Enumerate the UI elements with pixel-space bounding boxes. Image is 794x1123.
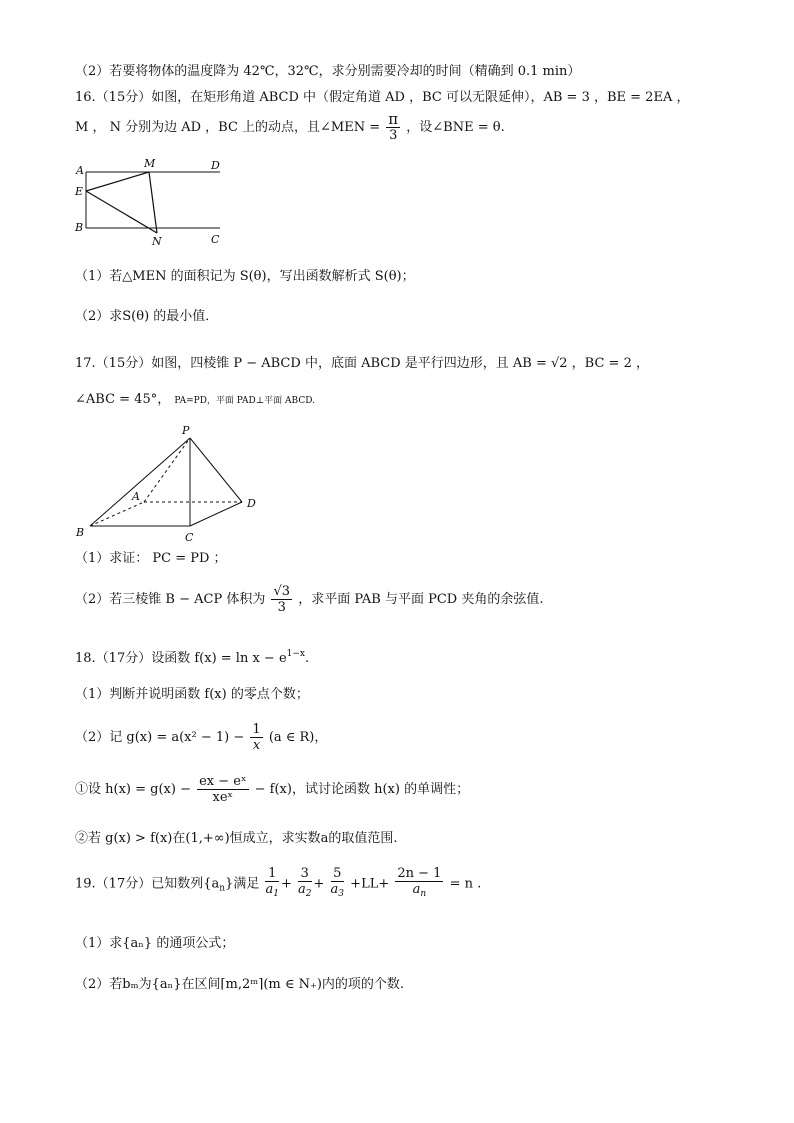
q17-label-C: C: [185, 531, 194, 544]
q18-stem: [75, 645, 309, 668]
q18-part2: [75, 722, 327, 753]
q16-angle-fraction: [386, 112, 400, 143]
q18-sub1-fraction: [197, 774, 248, 805]
q19-term1-sub: 1: [273, 889, 279, 899]
q19-part2: （2）若bₘ为{aₙ}在区间⌈m,2ᵐ⌉(m ∈ N₊)内的项的个数.: [75, 977, 405, 992]
q16-frac-den: 3: [389, 128, 398, 143]
q19-stem-a: 19.（17分）已知数列{a: [75, 876, 220, 892]
q16-stem-line1: 16.（15分）如图，在矩形角道 ABCD 中（假定角道 AD ，BC 可以无限延伸），AB = 3 ，BE = 2EA ，: [75, 90, 690, 105]
q16-figure: [68, 155, 228, 250]
q19-termn: [395, 866, 443, 902]
q19-term1-a: a: [265, 882, 274, 897]
q19-term3-sub: 3: [338, 889, 345, 899]
q17-label-B: B: [76, 526, 85, 539]
q19-term1-den: [265, 882, 279, 902]
q18-part2b: (a ∈ R)，: [268, 730, 328, 745]
q16-label-N: N: [152, 235, 162, 248]
q19-dots: +LL+: [350, 876, 390, 892]
q17-label-D: D: [247, 497, 256, 510]
q18-stem-main: 18.（17分）设函数 f(x) = ln x − e: [75, 651, 287, 666]
q16-label-E: E: [75, 185, 84, 198]
q18-c1-num: ex − eˣ: [199, 774, 247, 789]
q19-term2: [298, 866, 312, 902]
q17-frac-den: 3: [277, 600, 286, 615]
q18-part1: （1）判断并说明函数 f(x) 的零点个数；: [75, 687, 309, 702]
q19-tail: = n .: [449, 876, 482, 892]
q16-label-A: A: [76, 164, 84, 177]
q19-term1: [265, 866, 279, 902]
q17-part2: [75, 584, 543, 615]
q18-stem-exponent: 1−x: [286, 649, 305, 659]
q18-p2-den: x: [252, 738, 261, 753]
q19-termn-a: a: [412, 882, 421, 897]
q17-stem-line2: [75, 391, 315, 410]
q17-frac-num: √3: [273, 584, 291, 599]
q18-part2a: （2）记 g(x) = a(x² − 1) −: [75, 730, 245, 745]
q19-stem: 19.（17分）已知数列$\{a_n\}$满足 $\frac{1}{a_1}$ + $\frac{3}{a_2}$ + $\frac{5}{a_3}$ +LL+ $\frac{2n - 1}{a_n}$ = n .: [75, 866, 481, 902]
q18-sub1a: ①设 h(x) = g(x) −: [75, 782, 191, 797]
q17-part1: （1）求证： PC = PD ；: [75, 551, 227, 566]
q19-part1: （1）求{aₙ} 的通项公式；: [75, 936, 235, 951]
q17-part2b: ，求平面 PAB 与平面 PCD 夹角的余弦值.: [298, 592, 544, 607]
q19-termn-den: [395, 882, 443, 902]
q18-sub1b: − f(x)，试讨论函数 h(x) 的单调性；: [254, 782, 470, 797]
q18-sub2: ②若 g(x) > f(x)在(1,+∞)恒成立，求实数a的取值范围.: [75, 831, 398, 846]
q19-term2-num: 3: [298, 866, 312, 882]
q16-frac-num: π: [388, 110, 399, 128]
q16-part1: （1）若△MEN 的面积记为 S(θ)，写出函数解析式 S(θ)；: [75, 269, 415, 284]
q19-termn-num: 2n − 1: [397, 866, 442, 881]
q17-volume-fraction: [271, 584, 292, 615]
q16-part2: （2）求S(θ) 的最小值．: [75, 309, 219, 324]
q16-stem-line2b: ，设∠BNE = θ.: [406, 120, 505, 135]
q19-term2-den: [298, 882, 312, 902]
q16-stem-line2a: M ， N 分别为边 AD ，BC 上的动点，且∠MEN =: [75, 120, 381, 135]
q19-term3-num: 5: [331, 866, 345, 882]
q17-part2a: （2）若三棱锥 B − ACP 体积为: [75, 592, 266, 607]
q17-stem-line1: 17.（15分）如图，四棱锥 P − ABCD 中，底面 ABCD 是平行四边形，且 AB = √2 ，BC = 2 ，: [75, 356, 649, 371]
q16-label-B: B: [75, 221, 84, 234]
q17-label-A: A: [132, 490, 140, 503]
q18-sub1: [75, 774, 469, 805]
q17-stem-line2a: ∠ABC = 45°，: [75, 392, 171, 407]
q19-term3-den: [331, 882, 345, 902]
q17-stem-line2b: PA=PD，平面 PAD⊥平面 ABCD.: [174, 396, 315, 406]
q19-termn-sub: n: [420, 889, 427, 899]
q18-p2-num: 1: [252, 722, 261, 737]
q19-term2-sub: 2: [305, 889, 312, 899]
q16-label-D: D: [211, 159, 220, 172]
q16-stem-line2: [75, 112, 505, 143]
q16-label-M: M: [144, 157, 156, 170]
q18-part2-fraction: [250, 722, 262, 753]
q19-stem-b: }满足: [225, 876, 260, 892]
q19-term2-a: a: [298, 882, 306, 897]
q19-stem-sub: n: [219, 883, 226, 894]
q17-label-P: P: [182, 424, 190, 437]
q17-figure: [68, 420, 268, 545]
q18-c1-den: xeˣ: [212, 790, 234, 805]
q19-term1-num: 1: [265, 866, 279, 882]
q16-label-C: C: [211, 233, 220, 246]
q19-term3: [331, 866, 345, 902]
q18-stem-end: .: [304, 651, 310, 666]
q19-term3-a: a: [330, 882, 339, 897]
q15-part2: （2）若要将物体的温度降为 42℃，32℃，求分别需要冷却的时间（精确到 0.1 min）: [75, 64, 581, 79]
